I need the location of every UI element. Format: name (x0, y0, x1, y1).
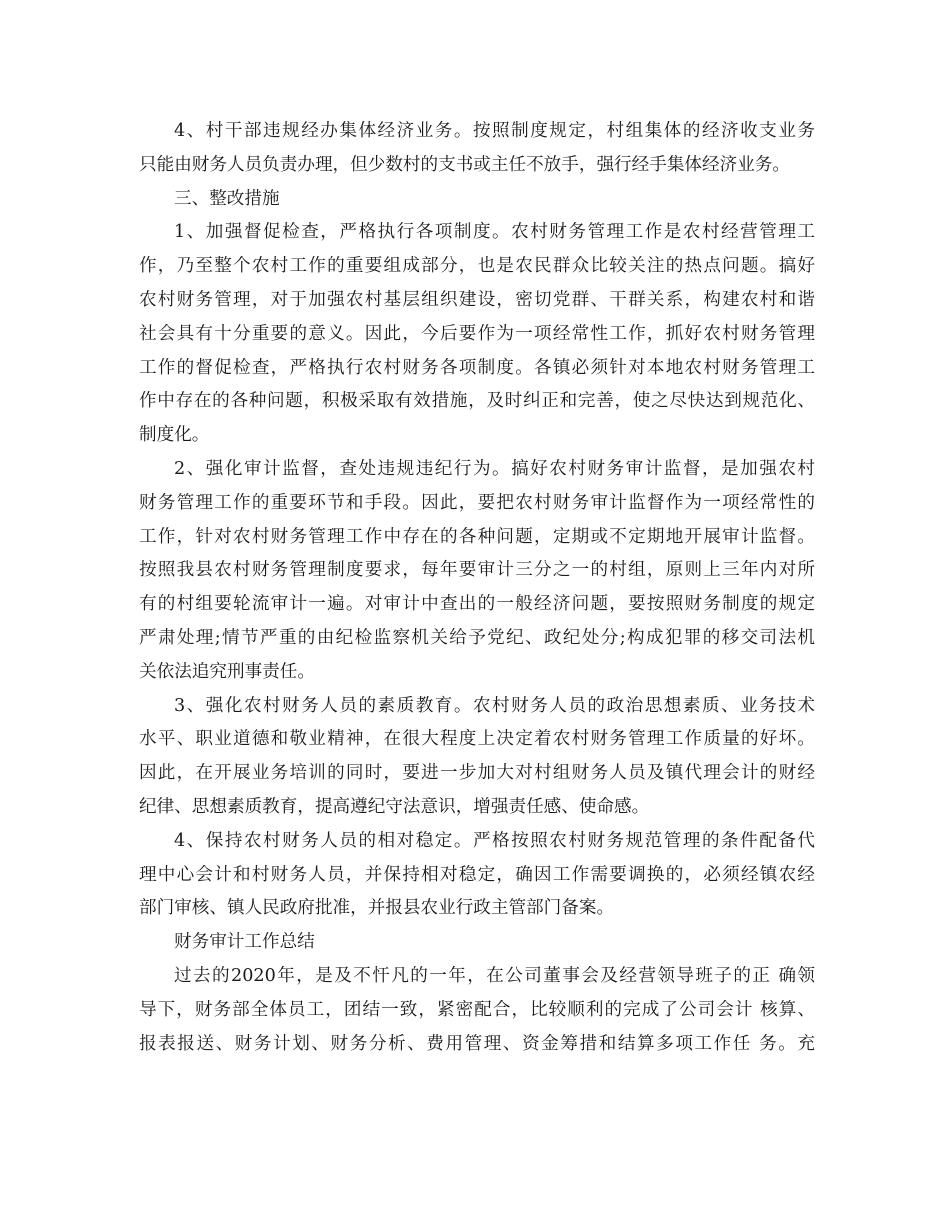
text-line: 社会具有十分重要的意义。因此，今后要作为一项经常性工作，抓好农村财务管理 (139, 323, 815, 344)
text-line: 1、加强督促检查，严格执行各项制度。农村财务管理工作是农村经营管理工 (174, 222, 815, 243)
text-line: 因此，在开展业务培训的同时，要进一步加大对村组财务人员及镇代理会计的财经 (139, 763, 815, 784)
text-line: 2、强化审计监督，查处违规违纪行为。搞好农村财务审计监督，是加强农村 (174, 458, 815, 479)
text-line: 严肃处理;情节严重的由纪检监察机关给予党纪、政纪处分;构成犯罪的移交司法机 (139, 627, 815, 648)
text-line: 水平、职业道德和敬业精神，在很大程度上决定着农村财务管理工作质量的好坏。 (139, 729, 815, 750)
text-line: 导下，财务部全体员工，团结一致，紧密配合，比较顺利的完成了公司会计 核算、 (139, 999, 815, 1020)
text-line: 理中心会计和村财务人员，并保持相对稳定，确因工作需要调换的，必须经镇农经 (139, 864, 815, 885)
text-line: 只能由财务人员负责办理，但少数村的支书或主任不放手，强行经手集体经济业务。 (139, 154, 790, 175)
text-line: 3、强化农村财务人员的素质教育。农村财务人员的政治思想素质、业务技术 (174, 695, 815, 716)
text-line: 作，乃至整个农村工作的重要组成部分，也是农民群众比较关注的热点问题。搞好 (139, 256, 815, 277)
text-line: 纪律、思想素质教育，提高遵纪守法意识，增强责任感、使命感。 (139, 796, 650, 817)
text-line: 报表报送、财务计划、财务分析、费用管理、资金筹措和结算多项工作任 务。充 (139, 1033, 815, 1054)
text-line: 4、保持农村财务人员的相对稳定。严格按照农村财务规范管理的条件配备代 (174, 830, 815, 851)
text-line: 有的村组要轮流审计一遍。对审计中查出的一般经济问题，要按照财务制度的规定 (139, 594, 815, 615)
text-line: 工作，针对农村财务管理工作中存在的各种问题，定期或不定期地开展审计监督。 (139, 526, 815, 547)
text-line: 财务管理工作的重要环节和手段。因此，要把农村财务审计监督作为一项经常性的 (139, 492, 815, 513)
text-line: 关依法追究刑事责任。 (139, 661, 315, 682)
text-line: 过去的2020年，是及不忓凡的一年，在公司董事会及经营领导班子的正 确领 (174, 965, 815, 986)
text-line: 财务审计工作总结 (174, 932, 315, 953)
document-body (139, 115, 815, 1061)
text-line: 按照我县农村财务管理制度要求，每年要审计三分之一的村组，原则上三年内对所 (139, 560, 815, 581)
text-line: 制度化。 (139, 425, 210, 446)
text-line: 工作的督促检查，严格执行农村财务各项制度。各镇必须针对本地农村财务管理工 (139, 357, 815, 378)
text-line: 作中存在的各种问题，积极采取有效措施，及时纠正和完善，使之尽快达到规范化、 (139, 391, 815, 412)
text-line: 农村财务管理，对于加强农村基层组织建设，密切党群、干群关系，构建农村和谐 (139, 289, 815, 310)
text-line: 部门审核、镇人民政府批准，并报县农业行政主管部门备案。 (139, 898, 615, 919)
text-line: 三、整改措施 (174, 188, 280, 209)
text-line: 4、村干部违规经办集体经济业务。按照制度规定，村组集体的经济收支业务 (174, 121, 815, 141)
